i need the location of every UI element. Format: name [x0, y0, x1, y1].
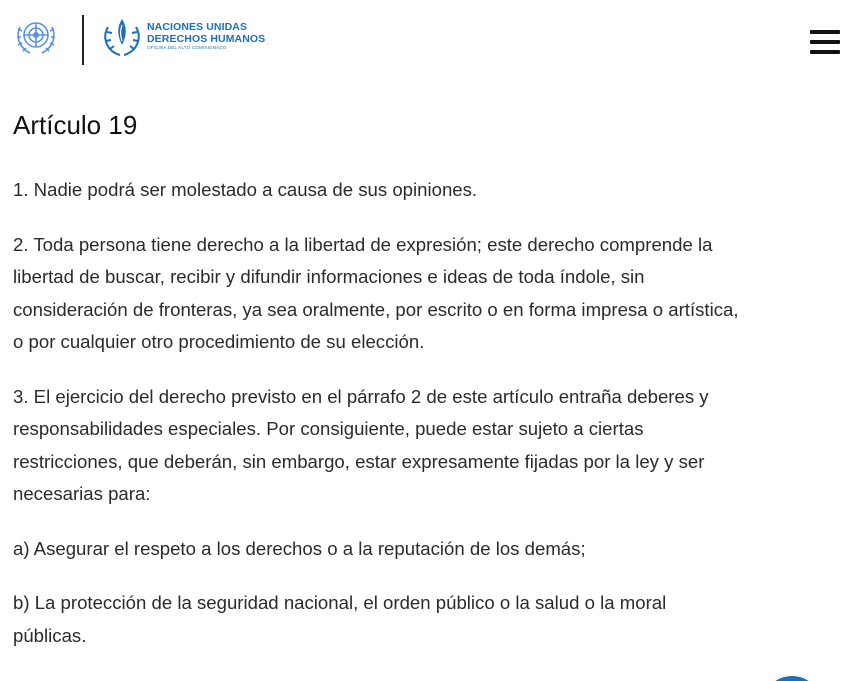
floating-action-button[interactable] [762, 676, 822, 681]
menu-bar [810, 50, 840, 54]
article-paragraph: 2. Toda persona tiene derecho a la libertad de expresión; este derecho comprende la libertad de buscar, recibir y difundir informaciones e ideas de toda índole, sin consideración de fronteras, ya sea oralmente, por escrito o en forma impresa o artística, o por cualquier otro procedimiento de su elección. [13, 233, 739, 352]
site-header [0, 0, 860, 80]
org-name-line3: OFICINA DEL ALTO COMISIONADO [147, 45, 227, 50]
article-paragraph: b) La protección de la seguridad nacional, el orden público o la salud o la moral públicas. [13, 592, 667, 646]
org-name-line1: NACIONES UNIDAS [147, 21, 248, 33]
article-title: Artículo 19 [13, 110, 138, 140]
ohchr-wordmark[interactable] [147, 22, 265, 51]
article-paragraph: a) Asegurar el respeto a los derechos o a la reputación de los demás; [13, 537, 586, 559]
article-content [13, 108, 743, 652]
org-name-line2: DERECHOS HUMANOS [147, 32, 266, 45]
header-divider [82, 15, 84, 65]
menu-bar [810, 40, 840, 44]
ohchr-emblem-icon[interactable] [100, 13, 144, 59]
menu-bar [810, 30, 840, 34]
un-emblem-icon[interactable] [10, 13, 62, 61]
article-paragraph: 3. El ejercicio del derecho previsto en el párrafo 2 de este artículo entraña deberes y responsabilidades especiales. Por consiguiente, puede estar sujeto a ciertas restricciones, que deberán, sin embargo, estar expresamente fijadas por la ley y ser necesarias para: [13, 385, 709, 504]
article-paragraph: 1. Nadie podrá ser molestado a causa de sus opiniones. [13, 179, 478, 200]
hamburger-menu-icon[interactable] [808, 28, 844, 56]
